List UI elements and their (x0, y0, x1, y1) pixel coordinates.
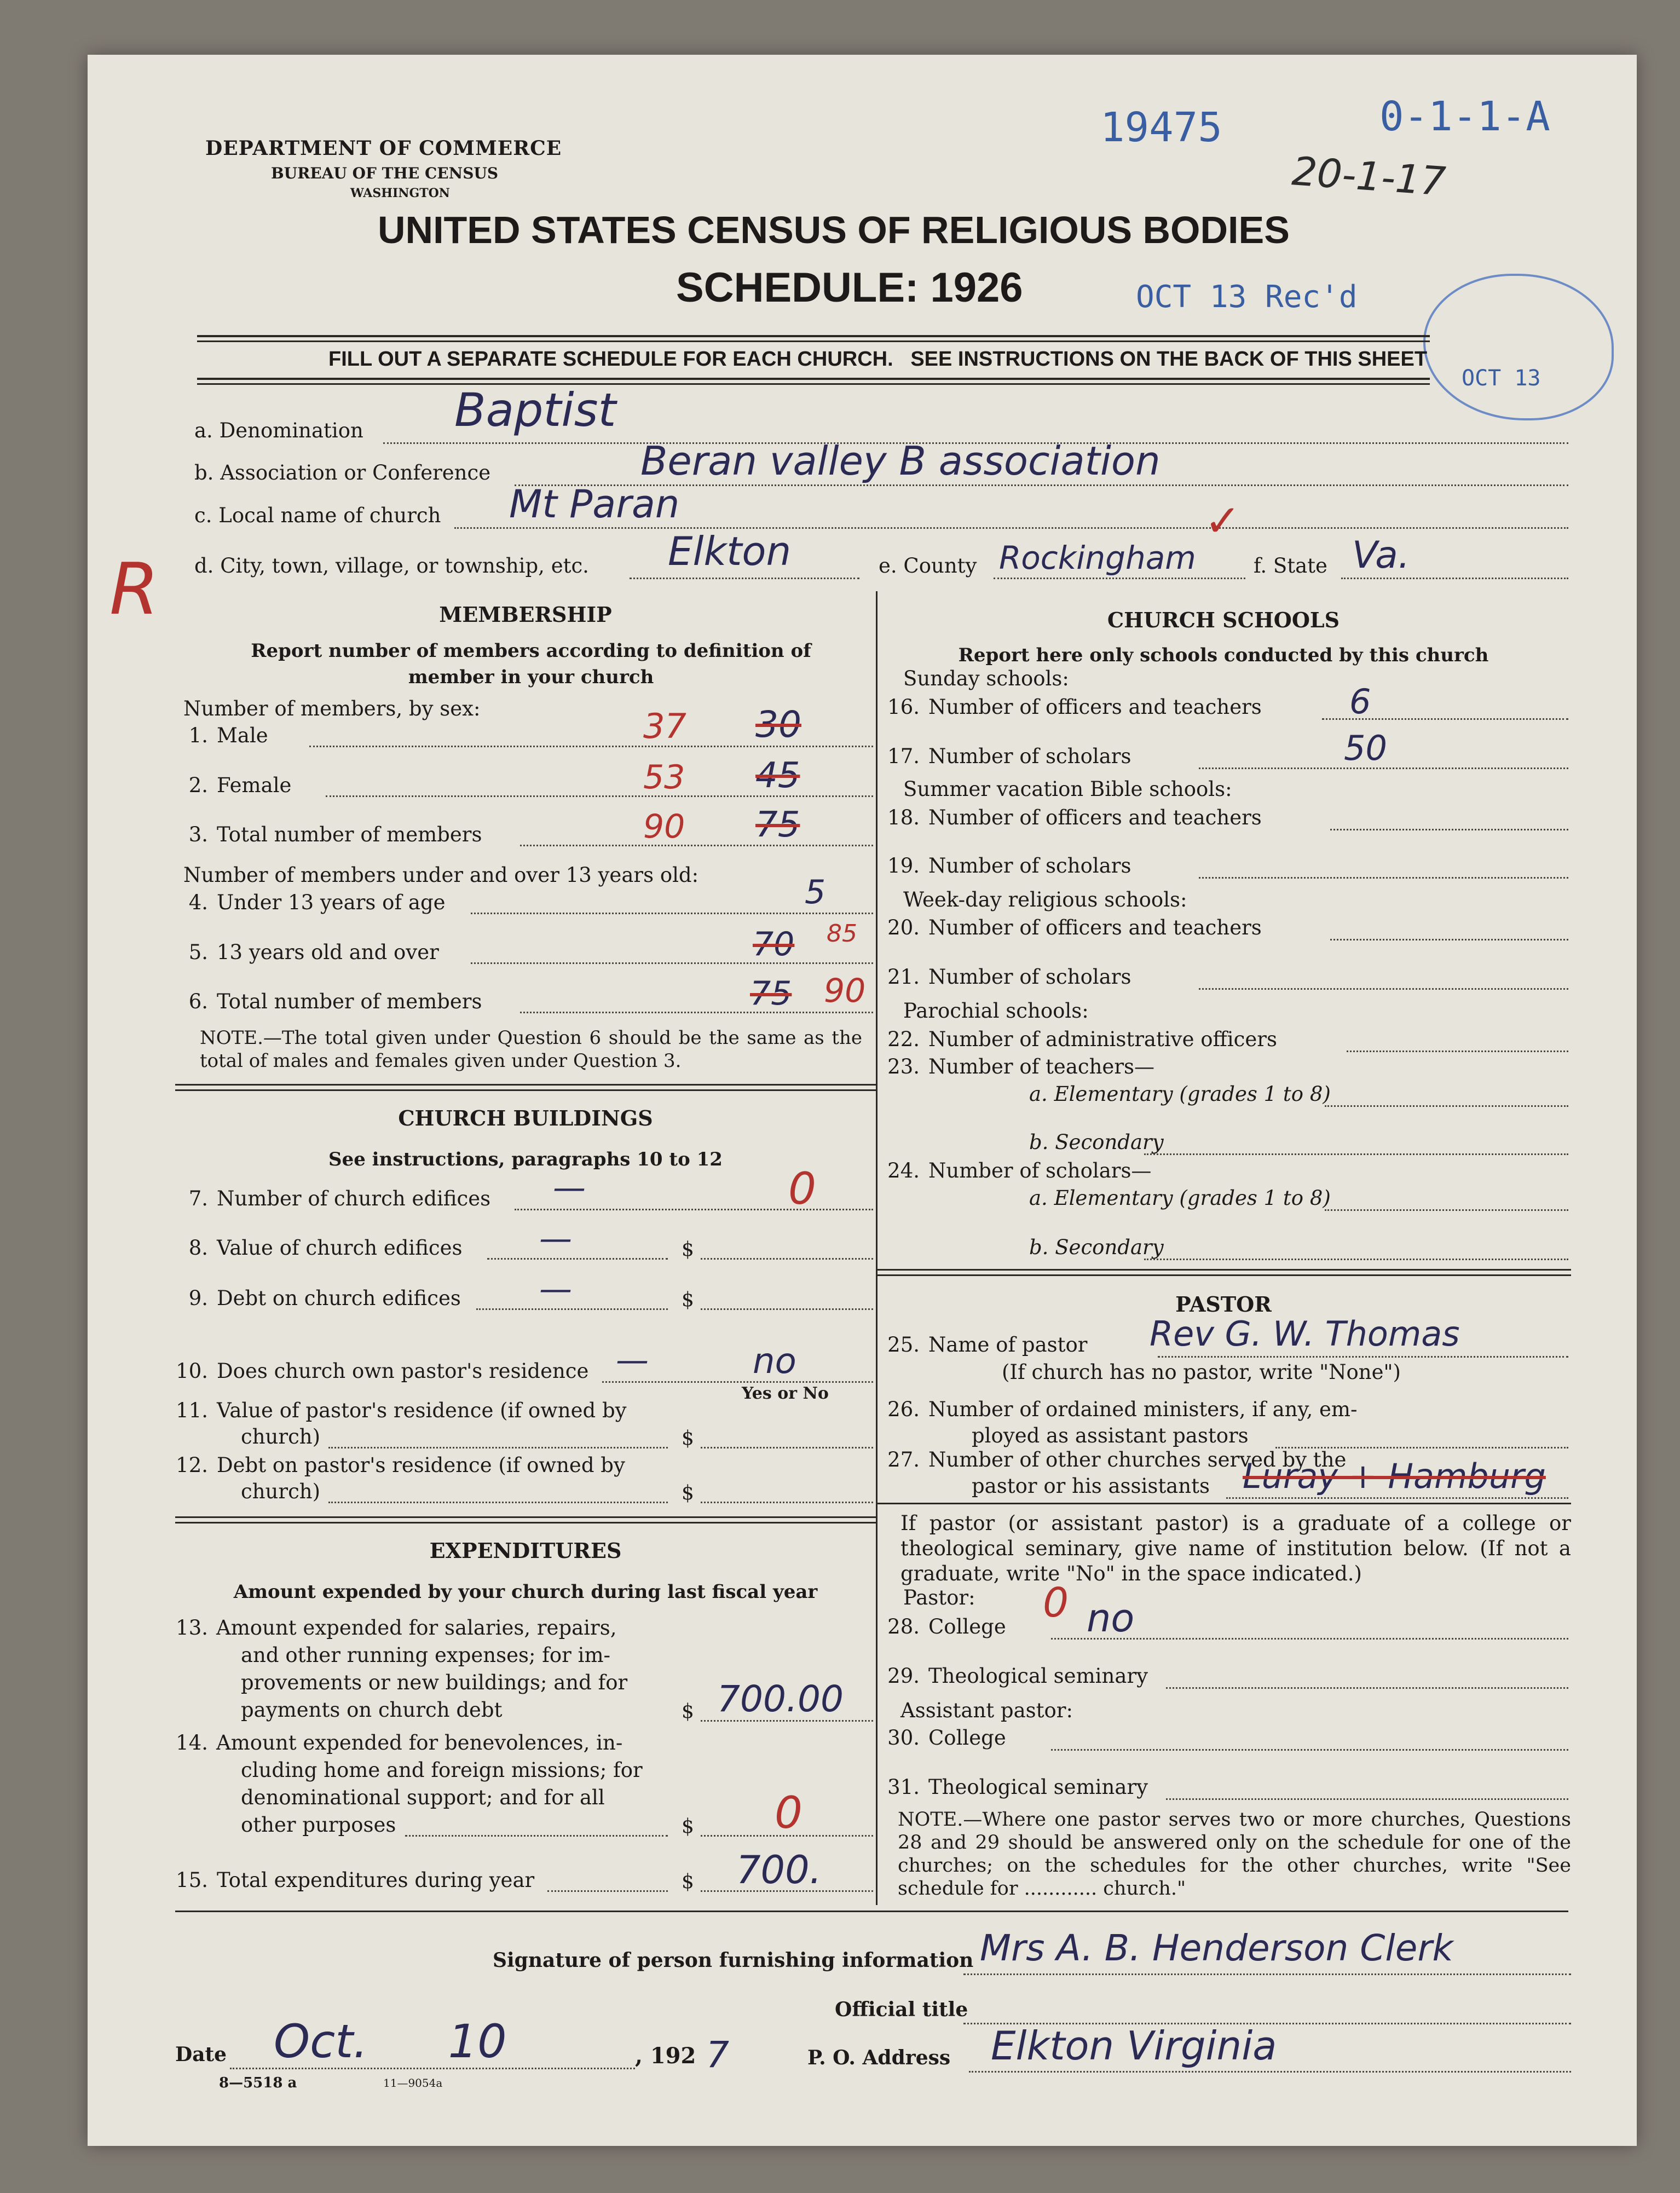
year-prefix: , 192 (635, 2043, 696, 2069)
q11-row-2 (241, 1425, 320, 1448)
q1-number: 1. (188, 724, 208, 747)
q7-red-value: 0 (788, 1163, 816, 1214)
expenditures-intro: Amount expended by your church during last fiscal year (233, 1581, 818, 1603)
q22-label: Number of administrative officers (928, 1028, 1277, 1051)
association-value: Beran valley B association (640, 438, 1161, 484)
q7-field[interactable] (515, 1209, 873, 1210)
expenditures-heading: EXPENDITURES (429, 1538, 622, 1563)
q9-row (175, 1286, 461, 1310)
q18-field[interactable] (1330, 829, 1568, 830)
q31-number: 31. (887, 1775, 920, 1799)
q11-row-1 (175, 1399, 627, 1422)
q4-row (175, 891, 446, 914)
q21-field[interactable] (1199, 988, 1568, 990)
city-field[interactable] (630, 578, 859, 579)
q3-red-value: 90 (643, 807, 685, 846)
q11-label-2: church) (241, 1425, 321, 1448)
date-label: Date (175, 2043, 227, 2066)
q28-row (887, 1615, 1006, 1638)
q11-field[interactable] (701, 1447, 873, 1448)
q11-label-1: Value of pastor's residence (if owned by (217, 1399, 627, 1422)
q24b-label: b. Secondary (1029, 1236, 1164, 1259)
schedule-title: SCHEDULE: 1926 (676, 264, 1023, 311)
q30-number: 30. (887, 1726, 920, 1750)
county-label: e. County (879, 554, 977, 578)
q1-row (175, 724, 268, 747)
q28-value: no (1087, 1596, 1135, 1641)
bureau-label: BUREAU OF THE CENSUS (271, 164, 499, 182)
date-value: Oct. 10 (274, 2015, 507, 2068)
file-code: 0-1-1-A (1379, 93, 1550, 140)
q8-dots (487, 1258, 668, 1260)
q2-label: Female (217, 774, 292, 797)
q28-red-value: 0 (1043, 1579, 1069, 1626)
q11-dollar: $ (682, 1427, 694, 1450)
pastor-rule (876, 1503, 1571, 1504)
q6-value: 75 (750, 974, 792, 1013)
membership-rule-2 (175, 1089, 876, 1091)
q12-dots (328, 1502, 668, 1503)
margin-red-mark: R (109, 547, 159, 631)
q1-field[interactable] (309, 746, 873, 747)
assistant-pastor-sublabel: Assistant pastor: (900, 1699, 1073, 1722)
form-bottom-rule (175, 1911, 1568, 1912)
q15-dollar: $ (682, 1871, 694, 1893)
po-address-value: Elkton Virginia (991, 2023, 1277, 2069)
city-label-field: d. City, town, village, or township, etc. (194, 554, 589, 578)
header-rule-top-2 (197, 341, 1430, 342)
q31-label: Theological seminary (928, 1775, 1148, 1799)
schools-rule-2 (876, 1274, 1571, 1276)
q2-row (175, 774, 291, 797)
q29-field[interactable] (1166, 1687, 1568, 1689)
q28-number: 28. (887, 1615, 920, 1638)
official-title-label: Official title (835, 1998, 968, 2021)
schools-heading: CHURCH SCHOOLS (1107, 608, 1340, 632)
q23-label: Number of teachers— (928, 1055, 1154, 1078)
q26-label-1: Number of ordained ministers, if any, em- (928, 1398, 1358, 1421)
q15-value: 700. (736, 1848, 822, 1892)
q8-field[interactable] (701, 1258, 873, 1260)
q30-row (887, 1726, 1006, 1750)
q13-number-cell (175, 1616, 217, 1640)
q6-field[interactable] (520, 1012, 873, 1013)
q4-value: 5 (805, 873, 826, 911)
received-stamp: OCT 13 Rec'd (1136, 279, 1358, 315)
vacation-schools-label: Summer vacation Bible schools: (903, 777, 1232, 801)
q27-label-2: pastor or his assistants (972, 1474, 1210, 1498)
q13-dollar: $ (682, 1700, 694, 1723)
q8-dollar: $ (682, 1238, 694, 1261)
association-label: b. Association or Conference (194, 461, 491, 484)
schools-rule (876, 1269, 1571, 1271)
q4-label: Under 13 years of age (217, 891, 446, 914)
q14-line-1: Amount expended for benevolences, in- (216, 1731, 623, 1755)
q3-number: 3. (188, 823, 208, 846)
q14-dots (405, 1835, 668, 1837)
q26-label-2: ployed as assistant pastors (972, 1424, 1249, 1447)
q15-dots (547, 1890, 668, 1892)
q25-row (887, 1333, 1087, 1357)
q10-value: no (753, 1341, 796, 1382)
q12-field[interactable] (701, 1502, 873, 1503)
state-field[interactable] (1341, 578, 1568, 579)
q18-row (887, 806, 1262, 829)
q4-number: 4. (188, 891, 208, 914)
local-name-label: c. Local name of church (194, 504, 441, 527)
buildings-heading: CHURCH BUILDINGS (398, 1106, 653, 1130)
department-label: DEPARTMENT OF COMMERCE (205, 137, 562, 160)
age-intro-label: Number of members under and over 13 years old: (183, 863, 699, 887)
q12-label-1: Debt on pastor's residence (if owned by (217, 1453, 625, 1477)
q9-field[interactable] (701, 1308, 873, 1310)
q25-label: Name of pastor (928, 1333, 1088, 1357)
q19-field[interactable] (1199, 877, 1568, 879)
q31-row (887, 1775, 1148, 1799)
q24a-field[interactable] (1325, 1209, 1568, 1211)
q5-value: 70 (753, 925, 795, 963)
schedule-instruction: FILL OUT A SEPARATE SCHEDULE FOR EACH CHURCH. SEE INSTRUCTIONS ON THE BACK OF THIS SHEET (328, 348, 1428, 371)
q18-number: 18. (887, 806, 920, 829)
handwritten-code: 20-1-17 (1290, 148, 1447, 205)
local-name-field[interactable] (454, 527, 1568, 529)
received-small-stamp: OCT 13 (1462, 366, 1541, 391)
q12-number: 12. (176, 1453, 208, 1477)
q5-row (175, 940, 439, 964)
buildings-intro: See instructions, paragraphs 10 to 12 (328, 1149, 723, 1170)
q23b-label: b. Secondary (1029, 1130, 1164, 1154)
q8-mark: — (539, 1220, 572, 1258)
q5-red-value: 85 (827, 920, 857, 948)
membership-note: NOTE.—The total given under Question 6 should be the same as the total of males and females given under Question 3. (200, 1027, 862, 1072)
q14-number: 14. (176, 1731, 208, 1755)
membership-intro: Report number of members according to definition of member in your church (251, 640, 811, 688)
q27-number: 27. (887, 1448, 920, 1471)
q19-number: 19. (887, 854, 920, 878)
year-value: 7 (706, 2034, 729, 2076)
q10-hint: Yes or No (742, 1384, 829, 1403)
q7-row (175, 1187, 490, 1210)
q12-row-1 (175, 1453, 625, 1477)
q23a-field[interactable] (1325, 1105, 1568, 1107)
q30-field[interactable] (1051, 1749, 1568, 1751)
q13-line-3: provements or new buildings; and for (241, 1671, 628, 1694)
q26-row-1 (887, 1398, 1357, 1421)
q5-field[interactable] (471, 962, 873, 964)
q23a-label: a. Elementary (grades 1 to 8) (1029, 1082, 1331, 1106)
state-value: Va. (1352, 534, 1410, 577)
graduate-instructions: If pastor (or assistant pastor) is a graduate of a college or theological seminary, give name of institution below. (If not a graduate, write "No" in the space indicated.) (900, 1511, 1571, 1585)
denomination-value: Baptist (454, 383, 616, 437)
q8-row (175, 1236, 463, 1260)
q10-number: 10. (176, 1359, 208, 1383)
membership-rule (175, 1084, 876, 1086)
sunday-schools-label: Sunday schools: (903, 667, 1069, 690)
po-address-label: P. O. Address (807, 2046, 951, 2069)
header-rule-bottom (197, 378, 1430, 380)
q24b-field[interactable] (1144, 1259, 1568, 1260)
county-value: Rockingham (999, 539, 1196, 576)
q24-row (887, 1159, 1151, 1182)
q9-mark: — (539, 1270, 572, 1308)
parochial-schools-label: Parochial schools: (903, 999, 1089, 1023)
q17-value: 50 (1344, 728, 1387, 768)
q12-row-2 (241, 1480, 320, 1503)
q3-row (175, 823, 482, 846)
q11-number: 11. (176, 1399, 208, 1422)
q1-red-value: 37 (643, 706, 686, 746)
city-value: Elkton (668, 528, 792, 574)
q2-red-value: 53 (643, 758, 685, 797)
q10-mark: — (616, 1341, 649, 1380)
q2-number: 2. (188, 774, 208, 797)
q3-field[interactable] (520, 845, 873, 846)
denomination-label: a. Denomination (194, 419, 363, 442)
q1-original-value: 30 (755, 703, 801, 746)
weekday-schools-label: Week-day religious schools: (903, 888, 1187, 911)
signature-value: Mrs A. B. Henderson Clerk (980, 1927, 1453, 1969)
q29-label: Theological seminary (928, 1664, 1148, 1688)
column-divider (876, 591, 877, 1905)
q7-mark: — (553, 1169, 586, 1207)
q23-number: 23. (887, 1055, 920, 1078)
q10-label: Does church own pastor's residence (217, 1359, 589, 1383)
q12-dollar: $ (682, 1482, 694, 1504)
q20-row (887, 916, 1262, 939)
q18-label: Number of officers and teachers (928, 806, 1262, 829)
q8-number: 8. (188, 1236, 208, 1260)
q29-row (887, 1664, 1148, 1688)
q23-row (887, 1055, 1154, 1078)
q28-label: College (928, 1615, 1006, 1638)
q17-row (887, 745, 1131, 768)
header-rule-top (197, 335, 1430, 337)
q13-field[interactable] (701, 1720, 873, 1722)
q13-line-1: Amount expended for salaries, repairs, (216, 1616, 617, 1640)
local-name-value: Mt Paran (509, 482, 680, 527)
pastor-note: NOTE.—Where one pastor serves two or more churches, Questions 28 and 29 should be answered only on the schedule for one of the churches; on the schedules for the other churches, write "See schedule for ............ church." (898, 1809, 1571, 1900)
q25-value: Rev G. W. Thomas (1150, 1314, 1460, 1354)
q24a-label: a. Elementary (grades 1 to 8) (1029, 1186, 1331, 1210)
q10-field[interactable] (602, 1381, 873, 1383)
q31-field[interactable] (1166, 1798, 1568, 1800)
q10-row (175, 1359, 588, 1383)
survey-title: UNITED STATES CENSUS OF RELIGIOUS BODIES (378, 209, 1290, 251)
buildings-rule-2 (175, 1522, 876, 1523)
q6-red-value: 90 (824, 972, 866, 1010)
q1-label: Male (217, 724, 268, 747)
stamp-number: 19475 (1100, 104, 1222, 151)
q14-value: 0 (775, 1787, 803, 1838)
q22-number: 22. (887, 1028, 920, 1051)
q21-label: Number of scholars (928, 965, 1131, 989)
q22-field[interactable] (1347, 1051, 1568, 1052)
q27-value: Luray + Hamburg (1243, 1456, 1546, 1496)
q24-label: Number of scholars— (928, 1159, 1152, 1182)
q17-number: 17. (887, 745, 920, 768)
membership-heading: MEMBERSHIP (439, 602, 612, 627)
q9-label: Debt on church edifices (217, 1286, 461, 1310)
q5-number: 5. (188, 940, 208, 964)
q25-hint: (If church has no pastor, write "None") (1002, 1360, 1401, 1384)
q14-dollar: $ (682, 1815, 694, 1838)
q19-label: Number of scholars (928, 854, 1131, 878)
signature-field[interactable] (963, 1973, 1571, 1975)
q9-dollar: $ (682, 1289, 694, 1311)
pastor-sublabel: Pastor: (903, 1586, 975, 1609)
q16-number: 16. (887, 695, 920, 719)
q16-label: Number of officers and teachers (928, 695, 1262, 719)
q3-label: Total number of members (217, 823, 482, 846)
signature-label: Signature of person furnishing information (493, 1949, 974, 1972)
q20-number: 20. (887, 916, 920, 939)
q6-label: Total number of members (217, 990, 482, 1013)
county-field[interactable] (994, 578, 1245, 579)
q4-field[interactable] (471, 913, 873, 914)
q9-number: 9. (188, 1286, 208, 1310)
q14-line-2: cluding home and foreign missions; for (241, 1758, 643, 1782)
q27-label-1: Number of other churches served by the (928, 1448, 1347, 1471)
q26-number: 26. (887, 1398, 920, 1421)
q22-row (887, 1028, 1277, 1051)
q21-number: 21. (887, 965, 920, 989)
q17-label: Number of scholars (928, 745, 1131, 768)
q15-number: 15. (176, 1868, 208, 1892)
members-by-sex-label: Number of members, by sex: (183, 697, 481, 720)
q14-line-4: other purposes (241, 1813, 396, 1837)
schools-intro: Report here only schools conducted by this church (958, 644, 1489, 666)
q20-label: Number of officers and teachers (928, 916, 1262, 939)
q8-label: Value of church edifices (217, 1236, 463, 1260)
q13-line-2: and other running expenses; for im- (241, 1643, 611, 1667)
buildings-rule (175, 1516, 876, 1518)
q21-row (887, 965, 1131, 989)
q2-original-value: 45 (755, 755, 800, 796)
q9-dots (476, 1308, 668, 1310)
q16-value: 6 (1349, 682, 1371, 722)
q14-number-cell (175, 1731, 217, 1755)
q16-row (887, 695, 1262, 719)
header-rule-bottom-2 (197, 383, 1430, 385)
q30-label: College (928, 1726, 1006, 1750)
q6-row (175, 990, 482, 1013)
q24-number: 24. (887, 1159, 920, 1182)
q11-dots (328, 1447, 668, 1448)
q6-number: 6. (188, 990, 208, 1013)
q3-original-value: 75 (755, 805, 800, 845)
city-label: WASHINGTON (350, 186, 450, 200)
form-number: 8—5518 a (219, 2075, 297, 2091)
q15-label: Total expenditures during year (217, 1868, 535, 1892)
q20-field[interactable] (1330, 939, 1568, 940)
pastor-heading: PASTOR (1175, 1292, 1272, 1317)
q23b-field[interactable] (1144, 1153, 1568, 1155)
q19-row (887, 854, 1131, 878)
red-checkmark: ✓ (1204, 495, 1242, 546)
state-label: f. State (1254, 554, 1327, 578)
q29-number: 29. (887, 1664, 920, 1688)
q15-row (175, 1868, 534, 1892)
q13-line-4: payments on church debt (241, 1698, 503, 1722)
q27-field[interactable] (1226, 1497, 1568, 1499)
q13-value: 700.00 (717, 1678, 844, 1720)
q7-label: Number of church edifices (217, 1187, 491, 1210)
print-number: 11—9054a (383, 2076, 443, 2090)
q13-number: 13. (176, 1616, 208, 1640)
q5-label: 13 years old and over (217, 940, 439, 964)
q25-field[interactable] (1158, 1356, 1568, 1358)
q14-line-3: denominational support; and for all (241, 1786, 605, 1809)
q12-label-2: church) (241, 1480, 321, 1503)
po-address-field[interactable] (969, 2071, 1571, 2073)
q25-number: 25. (887, 1333, 920, 1357)
q7-number: 7. (188, 1187, 208, 1210)
